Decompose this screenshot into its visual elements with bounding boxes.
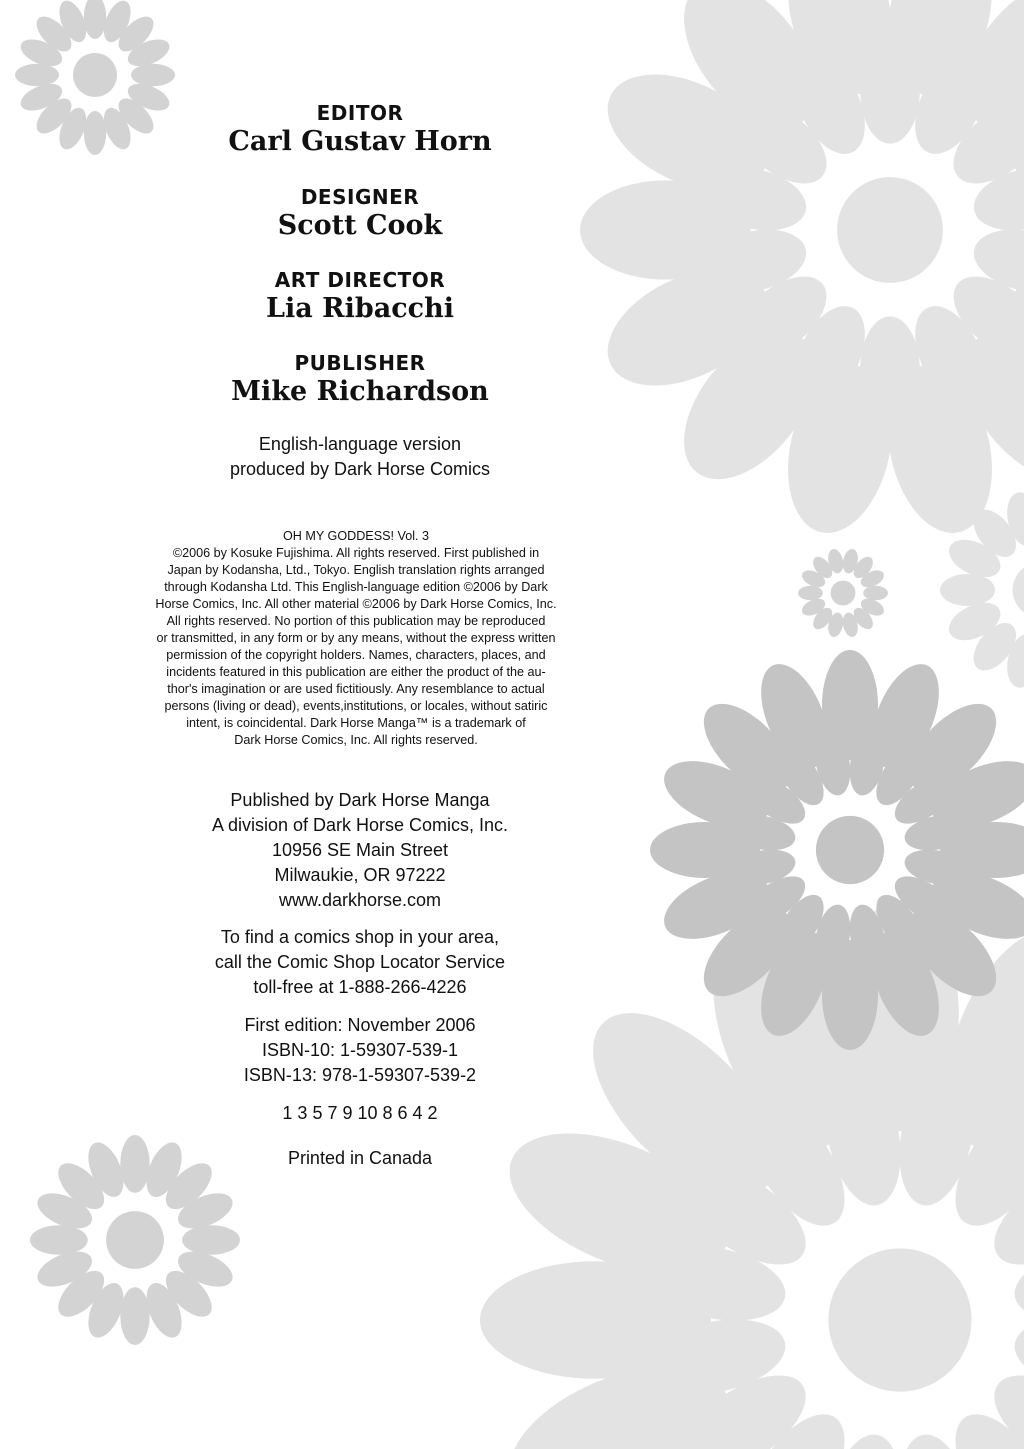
legal-line: Japan by Kodansha, Ltd., Tokyo. English translation rights arranged xyxy=(167,563,545,577)
print-line: 1 3 5 7 9 10 8 6 4 2 xyxy=(282,1103,438,1123)
credit-role: EDITOR xyxy=(316,101,404,125)
credit-name: Lia Ribacchi xyxy=(266,293,454,324)
legal-line: incidents featured in this publication are either the product of the au- xyxy=(166,665,546,679)
legal-title: OH MY GODDESS! Vol. 3 xyxy=(282,529,430,543)
legal-line: or transmitted, in any form or by any means, without the express written xyxy=(156,631,556,645)
credit-name: Scott Cook xyxy=(277,210,443,241)
website-link[interactable]: www.darkhorse.com xyxy=(278,890,442,910)
credit-name: Carl Gustav Horn xyxy=(228,126,492,157)
text-line: call the Comic Shop Locator Service xyxy=(214,952,506,972)
legal-line: permission of the copyright holders. Names, characters, places, and xyxy=(166,648,546,662)
text-line: ISBN-13: 978-1-59307-539-2 xyxy=(243,1065,477,1085)
legal-line: Horse Comics, Inc. All other material ©2006 by Dark Horse Comics, Inc. xyxy=(155,597,557,611)
publisher-info xyxy=(150,788,570,913)
text-line: Published by Dark Horse Manga xyxy=(230,790,490,810)
legal-line: All rights reserved. No portion of this publication may be reproduced xyxy=(166,614,546,628)
shop-locator-info xyxy=(150,925,570,1000)
legal-line: Dark Horse Comics, Inc. All rights reserved. xyxy=(234,733,478,747)
credit-designer xyxy=(150,185,570,243)
text-line: English-language version xyxy=(258,434,462,454)
text-line: First edition: November 2006 xyxy=(244,1015,476,1035)
text-line: A division of Dark Horse Comics, Inc. xyxy=(211,815,509,835)
text-line: ISBN-10: 1-59307-539-1 xyxy=(261,1040,459,1060)
text-line: 10956 SE Main Street xyxy=(271,840,449,860)
legal-line: thor's imagination or are used fictitiously. Any resemblance to actual xyxy=(167,682,545,696)
text-line: Milwaukie, OR 97222 xyxy=(274,865,446,885)
legal-notice xyxy=(137,528,575,749)
credit-role: DESIGNER xyxy=(300,185,420,209)
production-note xyxy=(150,432,570,482)
legal-line: ©2006 by Kosuke Fujishima. All rights reserved. First published in xyxy=(172,546,540,560)
text-line: To find a comics shop in your area, xyxy=(220,927,500,947)
credit-role: ART DIRECTOR xyxy=(274,268,446,292)
text-line: toll-free at 1-888-266-4226 xyxy=(253,977,467,997)
legal-line: persons (living or dead), events,institutions, or locales, without satiric xyxy=(164,699,548,713)
credit-role: PUBLISHER xyxy=(294,351,426,375)
edition-info xyxy=(150,1013,570,1088)
legal-line: intent, is coincidental. Dark Horse Manga™ is a trademark of xyxy=(186,716,526,730)
credit-art-director xyxy=(150,268,570,326)
text-line: produced by Dark Horse Comics xyxy=(229,459,491,479)
legal-line: through Kodansha Ltd. This English-language edition ©2006 by Dark xyxy=(164,580,548,594)
credit-publisher xyxy=(150,351,570,409)
credit-editor xyxy=(150,101,570,159)
credit-name: Mike Richardson xyxy=(231,376,489,407)
printed-in: Printed in Canada xyxy=(287,1148,433,1168)
